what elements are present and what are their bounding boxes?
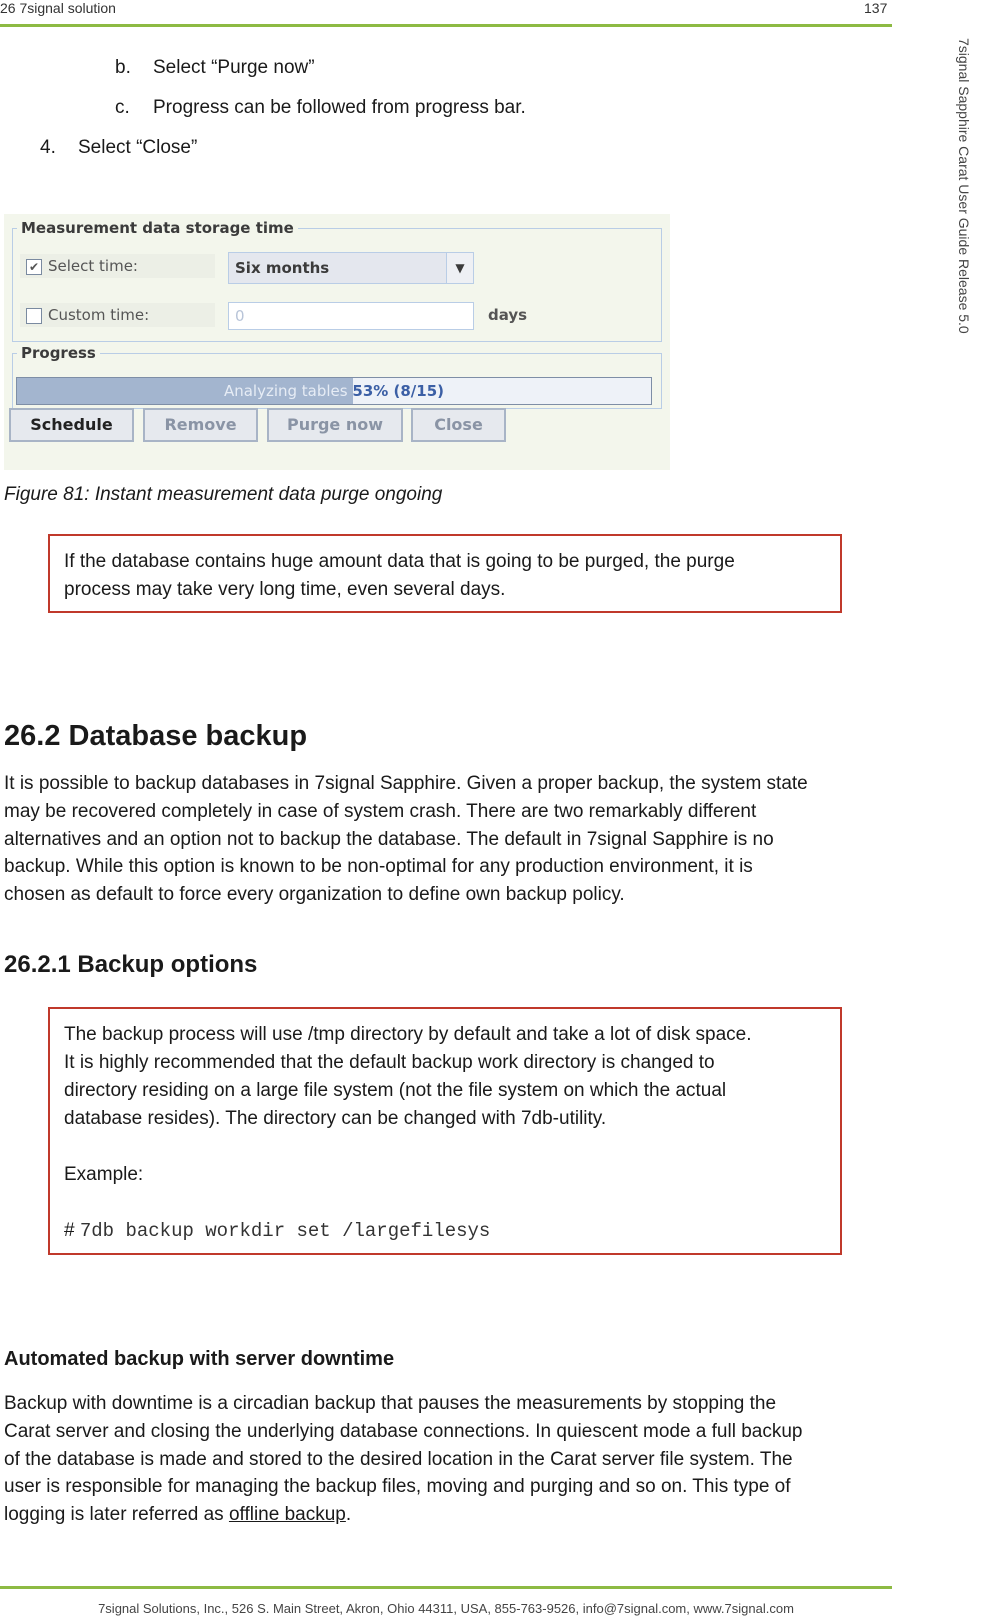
section-heading-26-2: 26.2 Database backup — [4, 720, 308, 752]
purge-dialog-screenshot — [4, 214, 670, 470]
select-time-row — [20, 254, 215, 278]
time-period-select[interactable] — [228, 252, 474, 284]
progress-text — [17, 378, 651, 404]
custom-time-input[interactable]: 0 — [228, 302, 474, 330]
custom-time-label: Custom time: — [48, 306, 150, 324]
paragraph-line: backup. While this option is known to be non-optimal for any production environment, it is — [4, 856, 753, 878]
paragraph-line — [4, 1501, 889, 1529]
paragraph-line: Backup with downtime is a circadian backup that pauses the measurements by stopping the — [4, 1393, 777, 1414]
paragraph-line: may be recovered completely in case of system crash. There are two remarkably different — [4, 800, 757, 822]
note-line: The backup process will use /tmp directory by default and take a lot of disk space. — [64, 1024, 752, 1045]
storage-time-legend: Measurement data storage time — [17, 219, 298, 237]
side-document-title: 7signal Sapphire Carat User Guide Release 5.0 — [956, 38, 972, 334]
blank-line — [64, 1189, 826, 1217]
purge-now-button[interactable]: Purge now — [267, 408, 403, 442]
line-suffix: . — [345, 1504, 352, 1526]
progress-bar — [16, 377, 652, 405]
example-label: Example: — [64, 1164, 144, 1185]
automated-backup-heading: Automated backup with server downtime — [4, 1348, 395, 1370]
progress-value: 53% (8/15) — [352, 382, 445, 400]
offline-backup-link[interactable]: offline backup — [228, 1504, 346, 1526]
step-b-text: Select “Purge now” — [153, 57, 315, 78]
note-line: directory residing on a large file system (not the file system on which the actual — [64, 1080, 727, 1101]
time-period-value: Six months — [235, 259, 330, 277]
chevron-down-icon[interactable]: ▼ — [446, 253, 473, 283]
paragraph-line: It is possible to backup databases in 7signal Sapphire. Given a proper backup, the system state — [4, 773, 808, 794]
select-time-label: Select time: — [48, 257, 138, 275]
close-button[interactable]: Close — [411, 408, 506, 442]
section-heading-26-2-1: 26.2.1 Backup options — [4, 951, 258, 978]
progress-status: Analyzing tables — [223, 382, 348, 400]
page-footer: 7signal Solutions, Inc., 526 S. Main Street, Akron, Ohio 44311, USA, 855-763-9526, info@7signal.com, www.7signal.com — [98, 1601, 794, 1616]
automated-backup-paragraph — [4, 1390, 889, 1529]
paragraph-line: Carat server and closing the underlying database connections. In quiescent mode a full backup — [4, 1420, 803, 1442]
running-header-section: 26 7signal solution — [0, 0, 116, 16]
select-time-checkbox[interactable]: ✔ — [26, 259, 42, 275]
note-line: If the database contains huge amount data that is going to be purged, the purge — [64, 551, 735, 572]
blank-line — [64, 1133, 826, 1161]
schedule-button[interactable]: Schedule — [9, 408, 134, 442]
custom-time-checkbox[interactable] — [26, 308, 42, 324]
backup-workdir-note — [48, 1007, 842, 1255]
step-b-marker: b. — [115, 57, 131, 78]
command-text: 7db backup workdir set /largefilesys — [79, 1220, 491, 1242]
progress-legend: Progress — [17, 344, 100, 362]
remove-button[interactable]: Remove — [143, 408, 258, 442]
note-line: process may take very long time, even several days. — [64, 579, 506, 600]
page-number: 137 — [864, 0, 888, 16]
header-rule — [0, 24, 892, 27]
paragraph-line: chosen as default to force every organization to define own backup policy. — [4, 884, 625, 906]
line-prefix: logging is later referred as — [4, 1504, 229, 1526]
paragraph-line: alternatives and an option not to backup the database. The default in 7signal Sapphire is no — [4, 828, 774, 850]
command-prompt: # — [64, 1220, 75, 1241]
purge-warning-note — [48, 534, 842, 613]
paragraph-line: of the database is made and stored to the desired location in the Carat server file system. The — [4, 1448, 793, 1470]
step-4-marker: 4. — [40, 137, 56, 158]
command-line — [64, 1217, 826, 1245]
footer-rule — [0, 1586, 892, 1589]
paragraph-line: user is responsible for managing the backup files, moving and purging and so on. This type of — [4, 1476, 791, 1498]
figure-caption: Figure 81: Instant measurement data purge ongoing — [4, 484, 443, 505]
note-line: It is highly recommended that the default backup work directory is changed to — [64, 1052, 715, 1073]
custom-time-row — [20, 303, 215, 327]
note-line: database resides). The directory can be changed with 7db-utility. — [64, 1108, 607, 1129]
step-c-text: Progress can be followed from progress bar. — [153, 97, 526, 118]
step-4-text: Select “Close” — [78, 137, 198, 158]
section-26-2-paragraph — [4, 770, 889, 909]
days-label: days — [488, 306, 528, 324]
step-c-marker: c. — [115, 97, 130, 118]
